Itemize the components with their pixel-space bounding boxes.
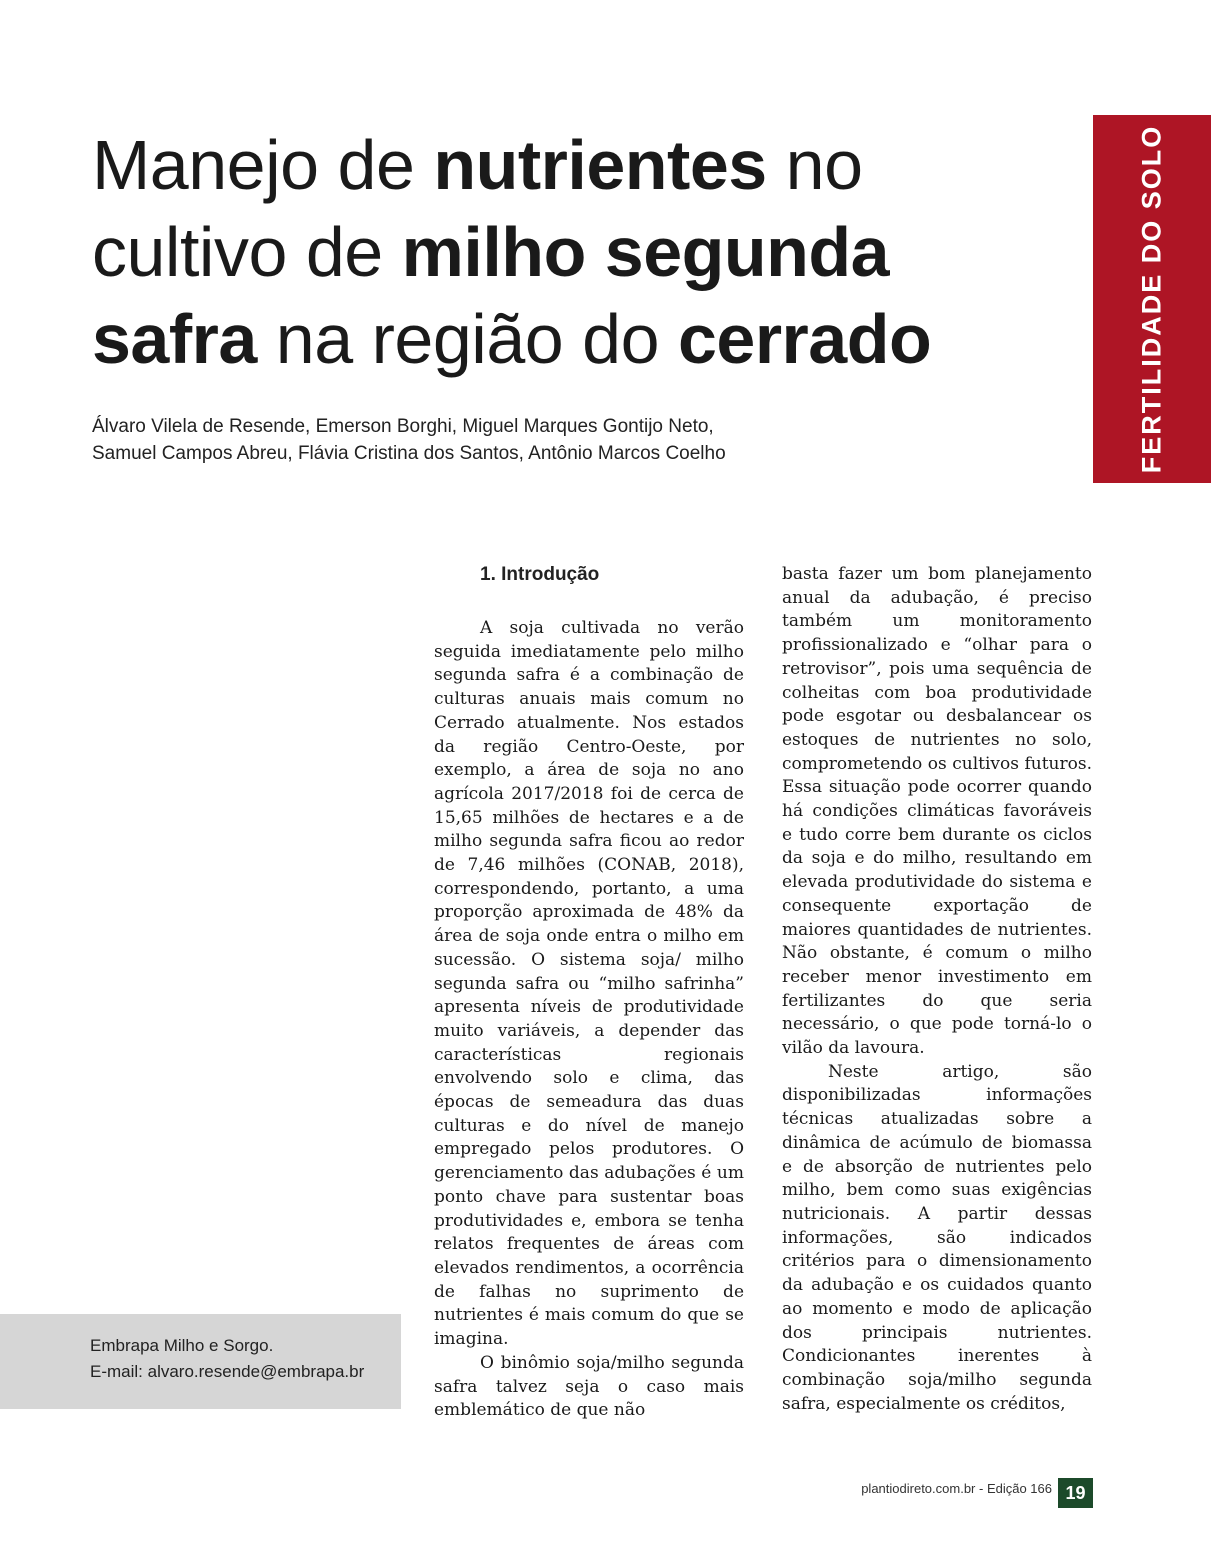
title-part: na região do (256, 300, 678, 378)
title-emphasis: nutrientes (433, 126, 767, 204)
section-tab (1093, 115, 1211, 483)
section-label: FERTILIDADE DO SOLO (1136, 124, 1167, 474)
author-line: Álvaro Vilela de Resende, Emerson Borghi, Miguel Marques Gontijo Neto, (92, 416, 714, 437)
affiliation-box (0, 1314, 401, 1409)
page-number: 19 (1058, 1478, 1093, 1508)
title-part: Manejo de (92, 126, 434, 204)
footer-edition: Edição 166 (986, 1481, 1052, 1496)
paragraph: Neste artigo, são disponibilizadas informações técnicas atualizadas sobre a dinâmica de acúmulo de biomassa e de absorção de nutrientes pelo milho, bem como suas exigências nutricionais. A partir dessas informações, são indicados critérios para o dimensionamento da adubação e os cuidados quanto ao momento e modo de aplicação dos principais nutrientes. Condicionantes inerentes à combinação soja/milho segunda safra, especialmente os créditos, (782, 1061, 1092, 1414)
article-title (92, 122, 1052, 383)
affiliation-institution: Embrapa Milho e Sorgo. (90, 1336, 274, 1355)
affiliation-email: E-mail: alvaro.resende@embrapa.br (90, 1362, 365, 1381)
footer-site: plantiodireto.com.br (861, 1481, 976, 1496)
title-emphasis: cerrado (677, 300, 932, 378)
title-part: no cultivo de (92, 126, 863, 291)
text-column-1 (434, 563, 744, 1423)
text-column-2 (782, 563, 1092, 1416)
paragraph: O binômio soja/milho segunda safra talvez seja o caso mais emblemático de que não (434, 1352, 744, 1421)
section-heading: 1. Introdução (480, 564, 600, 585)
paragraph: A soja cultivada no verão seguida imediatamente pelo milho segunda safra é a combinação de culturas anuais mais comum no Cerrado atualmente. Nos estados da região Centro-Oeste, por exemplo, a área de soja no ano agrícola 2017/2018 foi de cerca de 15,65 milhões de hectares e a de milho segunda safra ficou ao redor de 7,46 milhões (CONAB, 2018), correspondendo, portanto, a uma proporção aproximada de 48% da área de soja onde entra o milho em sucessão. O sistema soja/ milho segunda safra ou “milho safrinha” apresenta níveis de produtividade muito variáveis, a depender das características regionais envolvendo solo e clima, das épocas de semeadura das duas culturas e do nível de manejo empregado pelos produtores. O gerenciamento das adubações é um ponto chave para sustentar boas produtividades e, embora se tenha relatos frequentes de áreas com elevados rendimentos, a ocorrência de falhas no suprimento de nutrientes é mais comum do que se imagina. (434, 618, 744, 1350)
page-footer (700, 1481, 1052, 1496)
paragraph: basta fazer um bom planejamento anual da adubação, é preciso também um monitoramento profissionalizado e “olhar para o retrovisor”, pois uma sequência de colheitas com boa produtividade pode esgotar ou desbalancear os estoques de nutrientes no solo, comprometendo os cultivos futuros. Essa situação pode ocorrer quando há condições climáticas favoráveis e tudo corre bem durante os ciclos da soja e do milho, resultando em elevada produtividade do sistema e consequente exportação de maiores quantidades de nutrientes. Não obstante, é comum o milho receber menor investimento em fertilizantes do que seria necessário, o que pode torná-lo o vilão da lavoura. (782, 564, 1092, 1059)
author-list (92, 413, 812, 467)
title-emphasis: milho segunda safra (92, 213, 890, 378)
author-line: Samuel Campos Abreu, Flávia Cristina dos Santos, Antônio Marcos Coelho (92, 443, 726, 464)
footer-separator: - (975, 1481, 987, 1496)
